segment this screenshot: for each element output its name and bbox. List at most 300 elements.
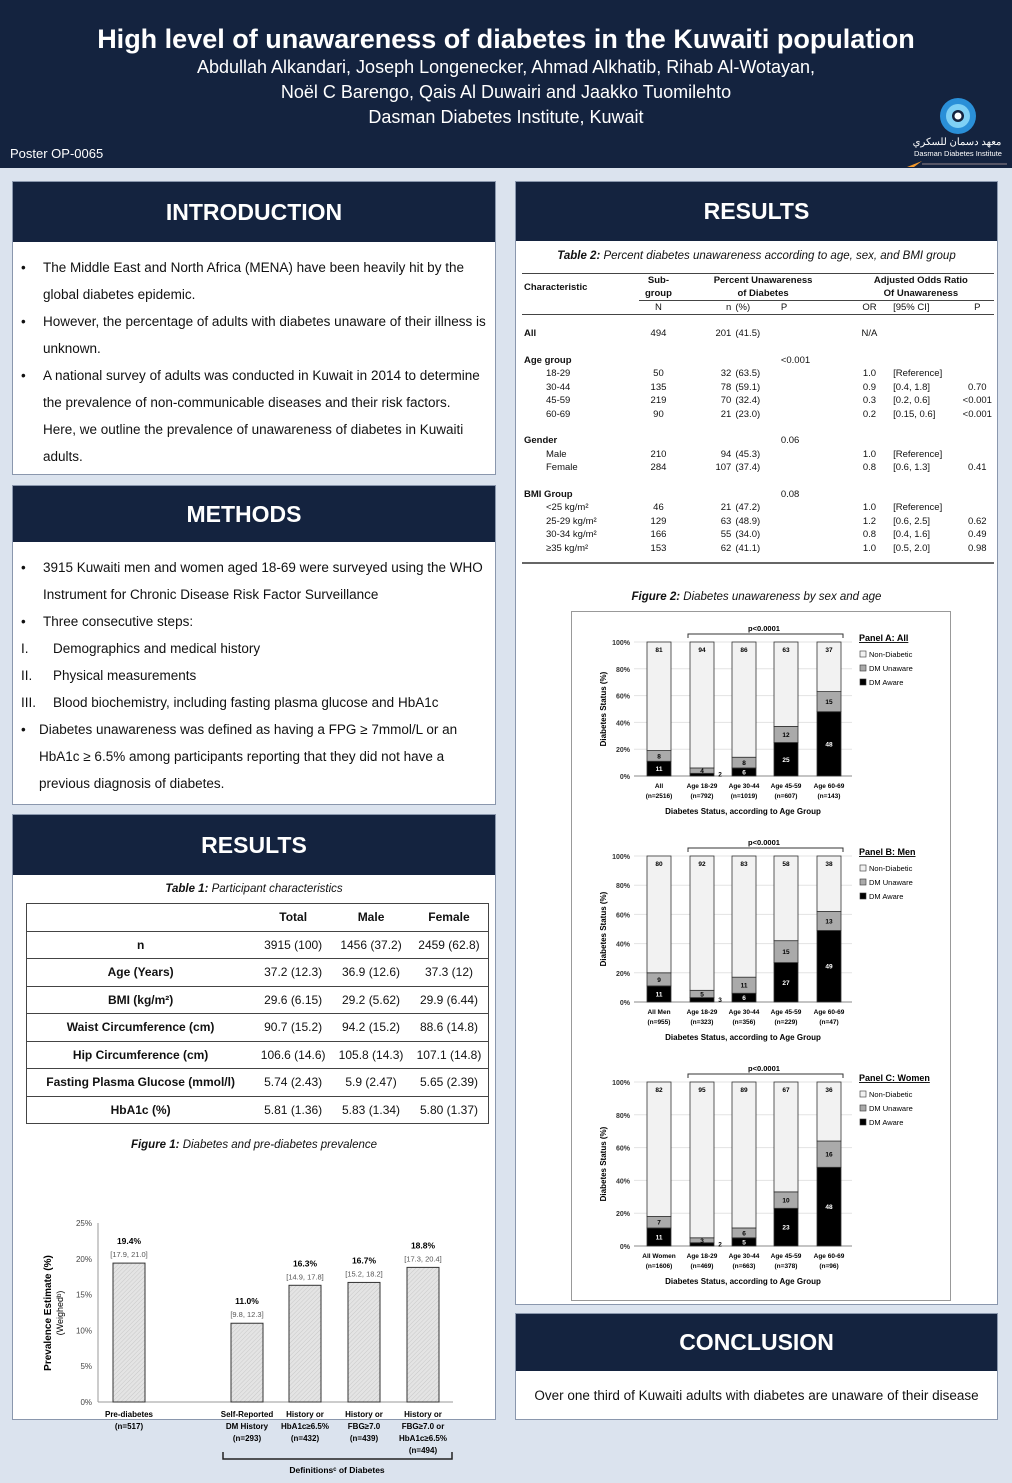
legend-swatch bbox=[860, 1091, 866, 1097]
segment-label: 3 bbox=[700, 1237, 704, 1245]
cell: Male bbox=[546, 448, 567, 460]
table-row bbox=[522, 301, 994, 315]
x-tick-label: DM History bbox=[225, 1422, 269, 1431]
cell bbox=[779, 381, 848, 395]
value-label: 11.0% bbox=[235, 1296, 259, 1307]
x-tick-label: History or bbox=[345, 1410, 383, 1419]
x-tick-label: (n=378) bbox=[774, 1263, 798, 1270]
cell: Sub- bbox=[647, 275, 670, 286]
table-row bbox=[522, 488, 994, 502]
bracket-label: Definitionsᶜ of Diabetes bbox=[289, 1465, 385, 1475]
caption-label: Table 1: bbox=[165, 883, 209, 895]
item-text: 3915 Kuwaiti men and women aged 18-69 were surveyed using the WHO Instrument for Chronic Disease Risk Factor Surveillance bbox=[43, 560, 483, 602]
results-heading: RESULTS bbox=[516, 182, 997, 241]
x-tick-label: All bbox=[654, 783, 664, 790]
spacer-row bbox=[522, 475, 994, 488]
authors-line-2: Noël C Barengo, Qais Al Duwairi and Jaakko Tuomilehto bbox=[280, 82, 732, 102]
value-label: 16.7% bbox=[351, 1255, 377, 1266]
cell bbox=[891, 434, 961, 448]
cell-value: 3915 (100) bbox=[254, 931, 332, 959]
table-row bbox=[522, 408, 994, 422]
cell-value: 5.81 (1.36) bbox=[254, 1096, 332, 1124]
cell-value: 29.9 (6.44) bbox=[410, 986, 489, 1014]
segment-label: 49 bbox=[825, 963, 833, 971]
cell bbox=[891, 488, 961, 502]
caption-label: Figure 2: bbox=[631, 591, 681, 603]
caption-text: Diabetes and pre-diabetes prevalence bbox=[179, 1139, 378, 1151]
cell: (%) bbox=[733, 301, 779, 315]
segment-label: 7 bbox=[657, 1219, 661, 1227]
significance-bracket bbox=[688, 634, 843, 638]
cell: 90 bbox=[653, 408, 664, 420]
segment-label: 38 bbox=[825, 861, 833, 868]
segment-label: 92 bbox=[698, 861, 706, 868]
bar bbox=[231, 1323, 263, 1402]
table-row bbox=[522, 434, 994, 448]
cell bbox=[639, 434, 679, 448]
segment-label: 80 bbox=[655, 861, 663, 868]
cell: (41.5) bbox=[735, 328, 761, 340]
cell: All bbox=[524, 328, 537, 340]
cell: 18-29 bbox=[546, 368, 571, 380]
cell: [0.6, 2.5] bbox=[893, 515, 931, 527]
cell: 1.0 bbox=[862, 448, 877, 460]
ci-label: [17.3, 20.4] bbox=[404, 1254, 442, 1264]
cell: (37.4) bbox=[735, 462, 761, 474]
cell: <0.001 bbox=[780, 354, 811, 366]
bar-segment-non-diabetic bbox=[690, 1082, 714, 1238]
y-tick-label: 10% bbox=[75, 1326, 92, 1336]
x-tick-label: (n=607) bbox=[774, 793, 798, 800]
x-tick-label: Age 30-44 bbox=[728, 1253, 760, 1260]
list-item bbox=[21, 635, 487, 662]
y-axis-label: Diabetes Status (%) bbox=[599, 671, 608, 747]
table-row bbox=[27, 1041, 489, 1069]
y-axis-label: Diabetes Status (%) bbox=[599, 891, 608, 967]
cell bbox=[779, 542, 848, 556]
y-tick-label: 40% bbox=[615, 720, 630, 728]
figure1-caption bbox=[13, 1139, 495, 1151]
legend-label: DM Aware bbox=[869, 892, 904, 901]
cell: 55 bbox=[720, 529, 732, 541]
y-tick-label: 80% bbox=[615, 666, 630, 674]
legend-label: DM Unaware bbox=[869, 1104, 913, 1113]
y-tick-label: 20% bbox=[615, 747, 630, 755]
cell-value: 90.7 (15.2) bbox=[254, 1014, 332, 1042]
cell: Of Unawareness bbox=[848, 287, 994, 301]
caption-text: Percent diabetes unawareness according to age, sex, and BMI group bbox=[600, 250, 956, 262]
cell-value: 37.2 (12.3) bbox=[254, 959, 332, 987]
cell bbox=[961, 488, 994, 502]
x-tick-label: FBG≥7.0 or bbox=[401, 1422, 445, 1431]
segment-label: 10 bbox=[782, 1197, 790, 1205]
cell bbox=[961, 448, 994, 462]
value-label: 18.8% bbox=[410, 1240, 436, 1251]
y-tick-label: 0% bbox=[80, 1398, 92, 1407]
x-tick-label: Age 60-69 bbox=[813, 1009, 845, 1016]
cell: [Reference] bbox=[893, 448, 943, 460]
cell bbox=[779, 394, 848, 408]
legend-swatch bbox=[860, 665, 866, 671]
cell: 0.9 bbox=[862, 381, 877, 393]
cell: Percent Unawareness bbox=[713, 275, 813, 286]
table2-caption bbox=[516, 250, 997, 262]
table-row bbox=[27, 1069, 489, 1097]
x-tick-label: (n=494) bbox=[408, 1446, 438, 1455]
authors-line-1: Abdullah Alkandari, Joseph Longenecker, Ahmad Alkhatib, Rihab Al-Wotayan, bbox=[196, 57, 816, 77]
row-label: Fasting Plasma Glucose (mmol/l) bbox=[27, 1069, 255, 1097]
legend-swatch bbox=[860, 893, 866, 899]
cell bbox=[779, 461, 848, 475]
row-label: Hip Circumference (cm) bbox=[27, 1041, 255, 1069]
cell: (47.2) bbox=[735, 502, 761, 514]
cell-value: 37.3 (12) bbox=[410, 959, 489, 987]
cell: 0.98 bbox=[968, 542, 987, 554]
x-tick-label: (n=432) bbox=[290, 1434, 320, 1443]
x-tick-label: Age 45-59 bbox=[770, 1253, 802, 1260]
ci-label: [15.2, 18.2] bbox=[345, 1269, 383, 1279]
conclusion-section bbox=[515, 1313, 998, 1420]
table-row bbox=[522, 542, 994, 556]
segment-label: 48 bbox=[825, 1204, 833, 1212]
segment-label: 86 bbox=[740, 647, 748, 654]
cell: 45-59 bbox=[546, 395, 571, 407]
cell: 0.08 bbox=[780, 488, 800, 500]
cell bbox=[961, 367, 994, 381]
x-tick-label: (n=517) bbox=[114, 1422, 144, 1431]
bullet-text: A national survey of adults was conducted in Kuwait in 2014 to determine the prevalence of non-communicable diseases and their risk factors. Here, we outline the prevalence of unawareness of diabetes in Kuwaiti adults. bbox=[43, 368, 480, 464]
conclusion-heading: CONCLUSION bbox=[516, 1314, 997, 1371]
segment-label: 11 bbox=[740, 982, 748, 990]
x-tick-label: (n=1019) bbox=[730, 793, 758, 800]
bullet-marker: • bbox=[21, 614, 26, 629]
methods-section bbox=[12, 485, 496, 805]
y-tick-label: 100% bbox=[612, 854, 630, 861]
table-row bbox=[522, 528, 994, 542]
cell bbox=[779, 528, 848, 542]
column-header: Total bbox=[254, 904, 332, 932]
cell: 1.2 bbox=[862, 515, 877, 527]
bullet-text: The Middle East and North Africa (MENA) have been heavily hit by the global diabetes epidemic. bbox=[43, 260, 464, 302]
cell: 21 bbox=[720, 502, 732, 514]
cell: 284 bbox=[650, 462, 667, 474]
legend-label: DM Aware bbox=[869, 1118, 904, 1127]
legend-swatch bbox=[860, 679, 866, 685]
cell: 78 bbox=[720, 381, 732, 393]
value-label: 19.4% bbox=[116, 1236, 142, 1247]
legend-swatch bbox=[860, 865, 866, 871]
y-tick-label: 0% bbox=[619, 774, 630, 781]
y-axis-label: Diabetes Status (%) bbox=[599, 1126, 608, 1202]
cell bbox=[779, 327, 848, 341]
cell: 60-69 bbox=[546, 408, 571, 420]
participant-characteristics-table bbox=[26, 903, 489, 1124]
cell bbox=[848, 354, 891, 368]
cell: 0.8 bbox=[862, 529, 877, 541]
cell: 62 bbox=[720, 542, 732, 554]
cell: BMI Group bbox=[524, 488, 573, 500]
significance-bracket bbox=[688, 848, 843, 852]
bar bbox=[407, 1267, 439, 1402]
segment-label: 11 bbox=[655, 1234, 663, 1242]
cell: 107 bbox=[715, 462, 732, 474]
cell: (32.4) bbox=[735, 395, 761, 407]
table-row bbox=[522, 367, 994, 381]
bullet-marker: • bbox=[21, 560, 26, 575]
cell: [0.5, 2.0] bbox=[893, 542, 931, 554]
cell bbox=[961, 434, 994, 448]
cell: Age group bbox=[524, 354, 572, 366]
row-label: BMI (kg/m²) bbox=[27, 986, 255, 1014]
bar-segment-non-diabetic bbox=[732, 856, 756, 977]
segment-label: 27 bbox=[782, 979, 790, 987]
segment-label: 4 bbox=[700, 768, 704, 776]
bullet-text: However, the percentage of adults with diabetes unaware of their illness is unknown. bbox=[43, 314, 486, 356]
results-heading: RESULTS bbox=[13, 815, 495, 875]
bullet-marker: • bbox=[21, 722, 26, 737]
segment-label: 15 bbox=[825, 699, 833, 707]
segment-label: 3 bbox=[718, 996, 722, 1004]
introduction-section bbox=[12, 181, 496, 475]
x-tick-label: Age 18-29 bbox=[686, 1009, 718, 1016]
x-tick-label: Age 45-59 bbox=[770, 1009, 802, 1016]
cell: 94 bbox=[720, 448, 732, 460]
figure1-prevalence-chart bbox=[13, 1153, 495, 1483]
unawareness-table bbox=[522, 273, 994, 564]
cell-value: 88.6 (14.8) bbox=[410, 1014, 489, 1042]
cell: 0.8 bbox=[862, 462, 877, 474]
segment-label: 89 bbox=[740, 1087, 748, 1094]
x-tick-label: (n=143) bbox=[817, 793, 841, 800]
legend-title: Panel B: Men bbox=[859, 847, 916, 857]
cell: 30-44 bbox=[546, 381, 571, 393]
column-header: Female bbox=[410, 904, 489, 932]
y-tick-label: 60% bbox=[615, 912, 630, 920]
cell-value: 5.65 (2.39) bbox=[410, 1069, 489, 1097]
cell bbox=[848, 434, 891, 448]
cell: 0.3 bbox=[862, 395, 877, 407]
cell: 1.0 bbox=[862, 542, 877, 554]
x-tick-label: HbA1c≥6.5% bbox=[281, 1422, 329, 1431]
p-value-annotation: p<0.0001 bbox=[748, 838, 780, 847]
ci-label: [17.9, 21.0] bbox=[110, 1250, 148, 1260]
cell-value: 29.2 (5.62) bbox=[332, 986, 410, 1014]
table-row bbox=[27, 986, 489, 1014]
cell: 30-34 kg/m² bbox=[546, 529, 597, 541]
segment-label: 6 bbox=[742, 995, 746, 1003]
spacer-row bbox=[522, 421, 994, 434]
segment-label: 23 bbox=[782, 1224, 790, 1232]
legend-swatch bbox=[860, 651, 866, 657]
cell: [Reference] bbox=[893, 502, 943, 514]
bar bbox=[289, 1285, 321, 1402]
y-tick-label: 20% bbox=[75, 1254, 92, 1264]
figure2-stacked-charts bbox=[571, 611, 951, 1301]
introduction-bullets bbox=[13, 242, 495, 470]
cell: Gender bbox=[524, 435, 558, 447]
row-label: HbA1c (%) bbox=[27, 1096, 255, 1124]
cell-value: 29.6 (6.15) bbox=[254, 986, 332, 1014]
cell bbox=[961, 327, 994, 341]
cell: 50 bbox=[653, 368, 664, 380]
cell: 135 bbox=[650, 381, 667, 393]
y-tick-label: 25% bbox=[75, 1219, 92, 1228]
cell: [0.4, 1.6] bbox=[893, 529, 931, 541]
cell-value: 5.83 (1.34) bbox=[332, 1096, 410, 1124]
table-row bbox=[522, 274, 994, 288]
logo-swirl-icon bbox=[902, 95, 1012, 168]
list-item bbox=[21, 554, 487, 608]
cell: 129 bbox=[650, 515, 667, 527]
caption-label: Figure 1: bbox=[130, 1139, 180, 1151]
cell: <0.001 bbox=[962, 408, 992, 420]
segment-label: 6 bbox=[742, 769, 746, 777]
cell-value: 94.2 (15.2) bbox=[332, 1014, 410, 1042]
legend-swatch bbox=[860, 1105, 866, 1111]
segment-label: 82 bbox=[655, 1087, 663, 1094]
value-label: 16.3% bbox=[292, 1258, 318, 1269]
cell bbox=[639, 354, 679, 368]
cell: 21 bbox=[720, 408, 732, 420]
cell: (59.1) bbox=[735, 381, 761, 393]
segment-label: 9 bbox=[657, 976, 661, 984]
legend-label: Non-Diabetic bbox=[869, 650, 913, 659]
bar-segment-non-diabetic bbox=[774, 1082, 798, 1192]
table-row bbox=[522, 327, 994, 341]
cell-value: 105.8 (14.3) bbox=[332, 1041, 410, 1069]
cell: N bbox=[639, 301, 679, 315]
cell-value: 5.80 (1.37) bbox=[410, 1096, 489, 1124]
segment-label: 16 bbox=[825, 1151, 833, 1159]
list-item: • The Middle East and North Africa (MENA) have been heavily hit by the global diabetes epidemic. bbox=[21, 254, 487, 308]
cell bbox=[961, 354, 994, 368]
cell: group bbox=[639, 287, 679, 301]
x-tick-label: Self-Reported bbox=[220, 1410, 274, 1419]
cell: [0.4, 1.8] bbox=[893, 381, 931, 393]
bar-segment-non-diabetic bbox=[732, 642, 756, 757]
y-axis-label: Prevalence Estimate (%) bbox=[43, 1255, 54, 1371]
bar-segment-non-diabetic bbox=[647, 1082, 671, 1216]
y-tick-label: 60% bbox=[615, 693, 630, 701]
cell: (34.0) bbox=[735, 529, 761, 541]
svg-text:معهد دسمان للسكري: معهد دسمان للسكري bbox=[912, 137, 1002, 148]
p-value-annotation: p<0.0001 bbox=[748, 624, 780, 633]
bar bbox=[348, 1282, 380, 1402]
cell-value: 106.6 (14.6) bbox=[254, 1041, 332, 1069]
segment-label: 13 bbox=[825, 918, 833, 926]
cell: [95% CI] bbox=[891, 301, 961, 315]
cell bbox=[779, 367, 848, 381]
cell bbox=[733, 354, 779, 368]
x-axis-label: Diabetes Status, according to Age Group bbox=[665, 1277, 821, 1286]
x-tick-label: (n=663) bbox=[732, 1263, 756, 1270]
cell: Female bbox=[546, 462, 578, 474]
segment-label: 95 bbox=[698, 1087, 706, 1094]
cell: [0.15, 0.6] bbox=[893, 408, 936, 420]
segment-label: 58 bbox=[782, 861, 790, 868]
cell-value: 5.9 (2.47) bbox=[332, 1069, 410, 1097]
cell: 166 bbox=[650, 529, 667, 541]
y-tick-label: 100% bbox=[612, 640, 630, 647]
cell: 63 bbox=[720, 515, 732, 527]
legend-label: DM Unaware bbox=[869, 664, 913, 673]
item-text: Blood biochemistry, including fasting plasma glucose and HbA1c bbox=[53, 695, 439, 710]
cell: 210 bbox=[650, 448, 667, 460]
table-row bbox=[522, 461, 994, 475]
x-tick-label: Age 18-29 bbox=[686, 1253, 718, 1260]
segment-label: 5 bbox=[742, 1239, 746, 1247]
cell-value: 2459 (62.8) bbox=[410, 931, 489, 959]
segment-label: 67 bbox=[782, 1087, 790, 1094]
cell bbox=[891, 327, 961, 341]
segment-label: 6 bbox=[742, 1230, 746, 1238]
x-tick-label: (n=469) bbox=[690, 1263, 714, 1270]
bar-segment-non-diabetic bbox=[647, 856, 671, 973]
cell bbox=[733, 434, 779, 448]
table-row bbox=[522, 381, 994, 395]
cell: [0.6, 1.3] bbox=[893, 462, 931, 474]
x-tick-label: All Men bbox=[647, 1009, 671, 1016]
cell: 25-29 kg/m² bbox=[546, 515, 597, 527]
cell bbox=[678, 434, 733, 448]
x-tick-label: HbA1c≥6.5% bbox=[399, 1434, 447, 1443]
segment-label: 48 bbox=[825, 741, 833, 749]
x-tick-label: (n=1606) bbox=[645, 1263, 673, 1270]
bar-segment-non-diabetic bbox=[690, 856, 714, 990]
legend-label: DM Aware bbox=[869, 678, 904, 687]
table-row bbox=[522, 515, 994, 529]
svg-text:Dasman Diabetes Institute: Dasman Diabetes Institute bbox=[914, 149, 1002, 158]
cell: 219 bbox=[650, 395, 667, 407]
caption-label: Table 2: bbox=[557, 250, 601, 262]
item-text: Diabetes unawareness was defined as having a FPG ≥ 7mmol/L or an HbA1c ≥ 6.5% among participants reporting that they did not have a previous diagnosis of diabetes. bbox=[39, 722, 458, 791]
cell: 46 bbox=[653, 502, 664, 514]
item-text: Physical measurements bbox=[53, 668, 197, 683]
cell-value: 1456 (37.2) bbox=[332, 931, 410, 959]
cell bbox=[522, 301, 639, 315]
cell: 494 bbox=[650, 328, 667, 340]
row-label: Age (Years) bbox=[27, 959, 255, 987]
x-tick-label: (n=792) bbox=[690, 793, 714, 800]
cell bbox=[779, 408, 848, 422]
cell: N/A bbox=[861, 328, 878, 340]
list-item: • A national survey of adults was conducted in Kuwait in 2014 to determine the prevalence of non-communicable diseases and their risk factors. Here, we outline the prevalence of unawareness of diabetes in Kuwaiti adults. bbox=[21, 362, 487, 470]
cell-value: 36.9 (12.6) bbox=[332, 959, 410, 987]
bar-segment-non-diabetic bbox=[774, 642, 798, 726]
table-row bbox=[27, 1014, 489, 1042]
cell bbox=[848, 488, 891, 502]
segment-label: 11 bbox=[655, 991, 663, 999]
cell bbox=[779, 501, 848, 515]
x-tick-label: (n=293) bbox=[232, 1434, 262, 1443]
bar bbox=[113, 1263, 145, 1402]
methods-heading: METHODS bbox=[13, 486, 495, 542]
cell: OR bbox=[848, 301, 891, 315]
caption-text: Diabetes unawareness by sex and age bbox=[680, 591, 882, 603]
cell: of Diabetes bbox=[678, 287, 847, 301]
cell: 1.0 bbox=[862, 502, 877, 514]
cell bbox=[961, 501, 994, 515]
x-tick-label: Pre-diabetes bbox=[104, 1410, 154, 1419]
column-header bbox=[27, 904, 255, 932]
poster-header bbox=[0, 0, 1012, 168]
cell: (48.9) bbox=[735, 515, 761, 527]
poster-title: High level of unawareness of diabetes in the Kuwaiti population bbox=[97, 24, 915, 54]
x-tick-label: (n=323) bbox=[690, 1019, 714, 1026]
item-text: Demographics and medical history bbox=[53, 641, 261, 656]
cell: 32 bbox=[720, 368, 732, 380]
cell: [Reference] bbox=[893, 368, 943, 380]
